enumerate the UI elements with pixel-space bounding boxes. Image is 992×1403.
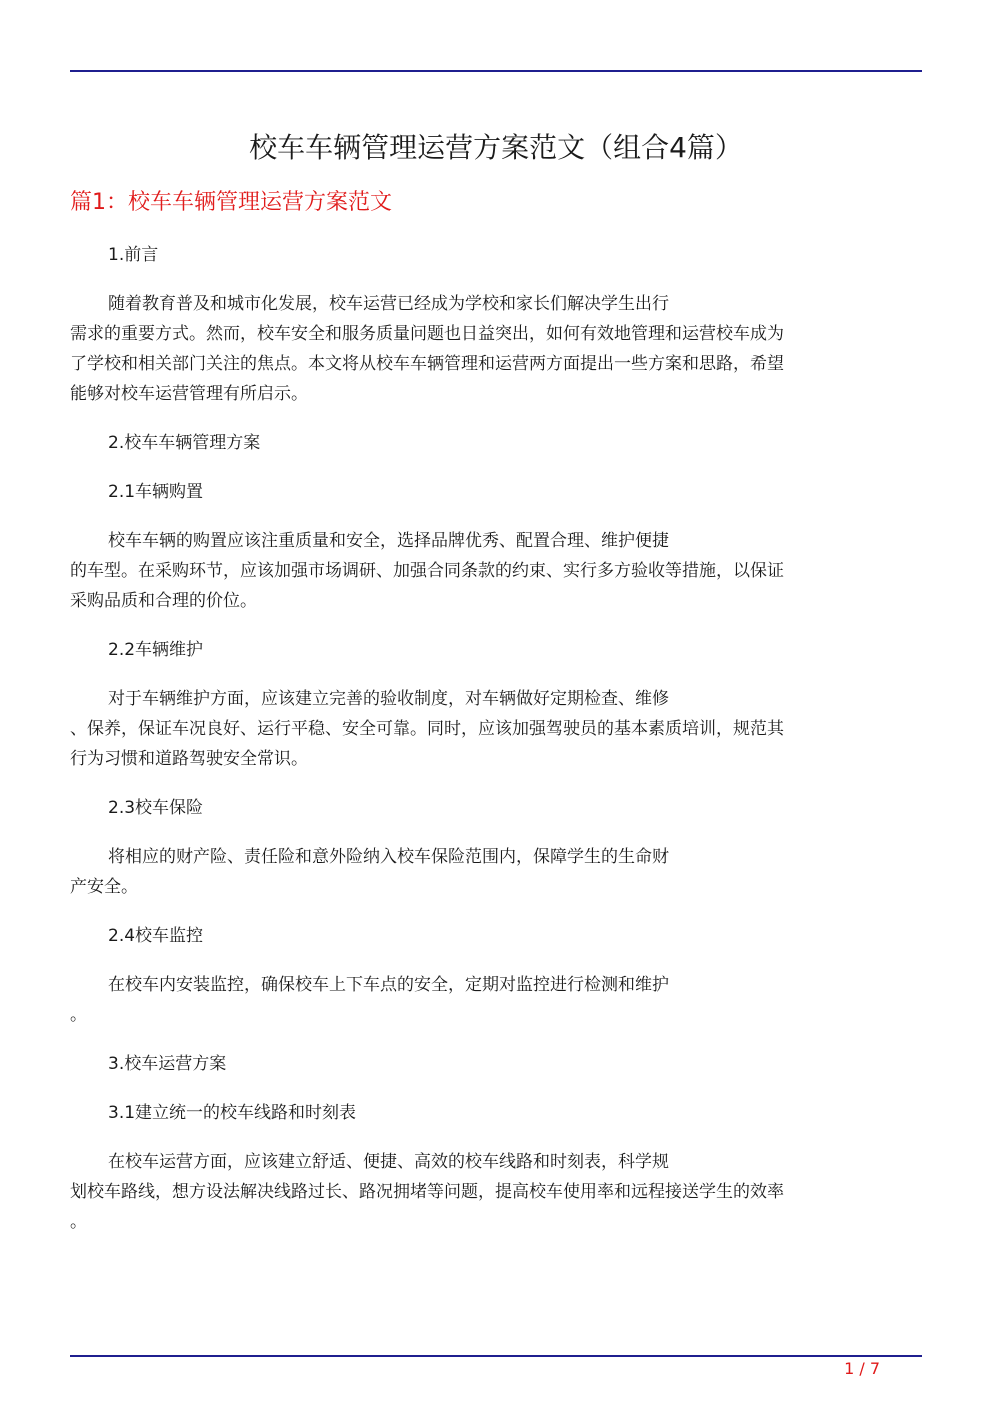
text-line: 2.1车辆购置 xyxy=(108,482,204,502)
block-gap xyxy=(70,1128,912,1147)
text-line: 划校车路线，想方设法解决线路过长、路况拥堵等问题，提高校车使用率和远程接送学生的效率 xyxy=(70,1182,784,1202)
text-line: 对于车辆维护方面，应该建立完善的验收制度，对车辆做好定期检查、维修 xyxy=(108,689,669,709)
block-gap xyxy=(70,823,912,842)
paragraph xyxy=(70,842,912,902)
text-line: 3.校车运营方案 xyxy=(108,1054,227,1074)
block-gap xyxy=(70,270,912,289)
subsection-heading xyxy=(70,1098,912,1128)
subsection-heading xyxy=(70,477,912,507)
paragraph xyxy=(70,1147,912,1237)
text-line: 1.前言 xyxy=(108,245,159,265)
text-line: 产安全。 xyxy=(70,877,138,897)
block-gap xyxy=(70,1030,912,1049)
paragraph xyxy=(70,289,912,409)
text-line: 、保养，保证车况良好、运行平稳、安全可靠。同时，应该加强驾驶员的基本素质培训，规范其 xyxy=(70,719,784,739)
text-line: 需求的重要方式。然而，校车安全和服务质量问题也日益突出，如何有效地管理和运营校车成为 xyxy=(70,324,784,344)
footer-rule xyxy=(70,1355,922,1357)
text-line: 的车型。在采购环节，应该加强市场调研、加强合同条款的约束、实行多方验收等措施，以保证 xyxy=(70,561,784,581)
page-number: 1 / 7 xyxy=(844,1359,880,1378)
paragraph xyxy=(70,526,912,616)
text-line: 将相应的财产险、责任险和意外险纳入校车保险范围内，保障学生的生命财 xyxy=(108,847,669,867)
subsection-heading xyxy=(70,635,912,665)
text-line: 能够对校车运营管理有所启示。 xyxy=(70,384,308,404)
text-line: 校车车辆的购置应该注重质量和安全，选择品牌优秀、配置合理、维护便捷 xyxy=(108,531,669,551)
text-line: 在校车运营方面，应该建立舒适、便捷、高效的校车线路和时刻表，科学规 xyxy=(108,1152,669,1172)
subsection-heading xyxy=(70,1049,912,1079)
paragraph xyxy=(70,970,912,1030)
document-body xyxy=(70,240,912,1237)
text-line: 随着教育普及和城市化发展，校车运营已经成为学校和家长们解决学生出行 xyxy=(108,294,669,314)
text-line: 2.4校车监控 xyxy=(108,926,204,946)
text-line: 采购品质和合理的价位。 xyxy=(70,591,257,611)
section-title: 篇1：校车车辆管理运营方案范文 xyxy=(70,190,392,215)
block-gap xyxy=(70,458,912,477)
subsection-heading xyxy=(70,793,912,823)
block-gap xyxy=(70,409,912,428)
block-gap xyxy=(70,951,912,970)
text-line: 在校车内安装监控，确保校车上下车点的安全，定期对监控进行检测和维护 xyxy=(108,975,669,995)
block-gap xyxy=(70,665,912,684)
block-gap xyxy=(70,902,912,921)
block-gap xyxy=(70,774,912,793)
subsection-heading xyxy=(70,240,912,270)
text-line: 。 xyxy=(70,1212,87,1232)
document-title: 校车车辆管理运营方案范文（组合4篇） xyxy=(249,131,743,164)
block-gap xyxy=(70,616,912,635)
text-line: 了学校和相关部门关注的焦点。本文将从校车车辆管理和运营两方面提出一些方案和思路，希望 xyxy=(70,354,784,374)
subsection-heading xyxy=(70,921,912,951)
text-line: 2.3校车保险 xyxy=(108,798,204,818)
text-line: 行为习惯和道路驾驶安全常识。 xyxy=(70,749,308,769)
subsection-heading xyxy=(70,428,912,458)
text-line: 。 xyxy=(70,1005,87,1025)
text-line: 2.2车辆维护 xyxy=(108,640,204,660)
paragraph xyxy=(70,684,912,774)
header-rule xyxy=(70,70,922,72)
text-line: 2.校车车辆管理方案 xyxy=(108,433,261,453)
text-line: 3.1建立统一的校车线路和时刻表 xyxy=(108,1103,357,1123)
block-gap xyxy=(70,507,912,526)
block-gap xyxy=(70,1079,912,1098)
